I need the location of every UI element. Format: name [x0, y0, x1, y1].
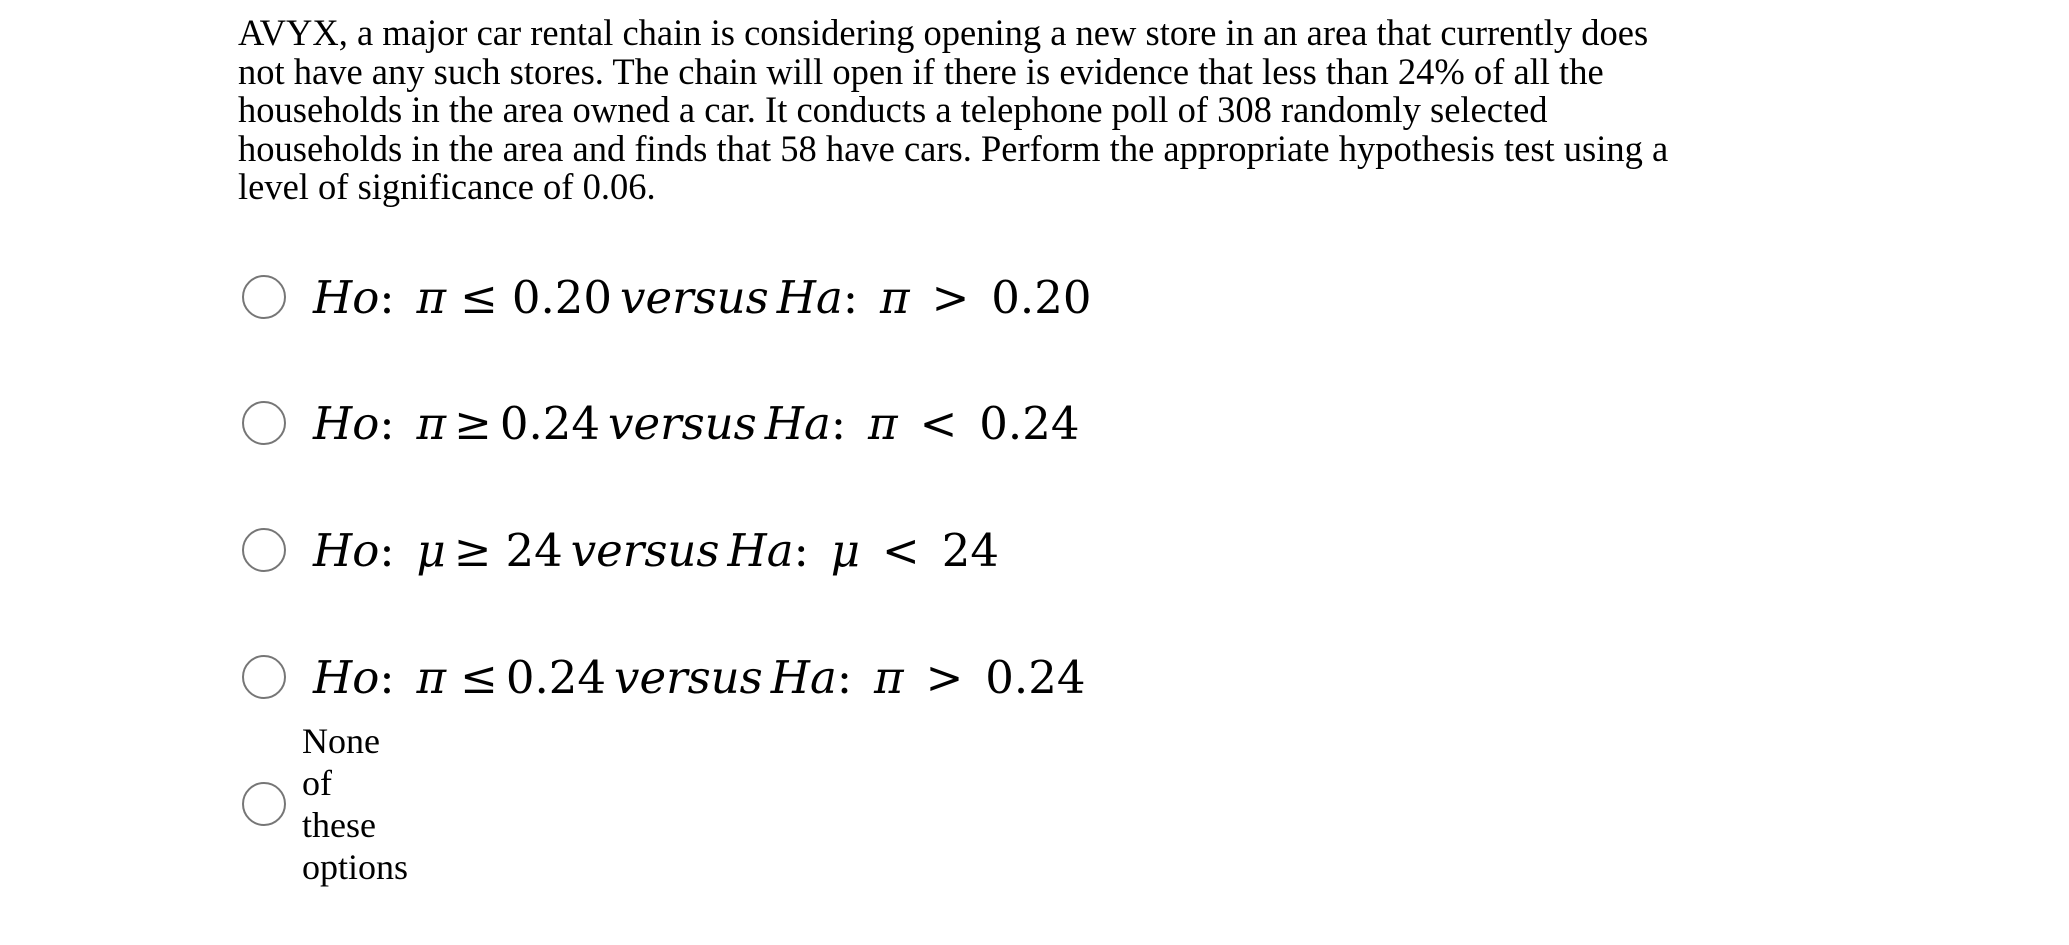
colon: :	[842, 270, 858, 324]
param: π	[416, 396, 447, 450]
ho-label: Ho	[313, 650, 380, 704]
value: 24	[505, 523, 563, 577]
colon: :	[830, 396, 846, 450]
relation: ≤	[460, 270, 498, 324]
param: π	[880, 270, 910, 324]
ho-label: Ho	[313, 270, 380, 324]
versus-text: versus	[570, 523, 720, 577]
option-3[interactable]	[242, 520, 999, 580]
relation: ≥	[454, 396, 492, 450]
relation: <	[919, 396, 958, 450]
relation: <	[881, 523, 920, 577]
colon: :	[379, 523, 395, 577]
colon: :	[836, 650, 852, 704]
option-1-formula	[313, 271, 1092, 324]
question-text: AVYX, a major car rental chain is considering opening a new store in an area that currently does not have any such stores. The chain will open if there is evidence that less than 24% of all the households in the area owned a car. It conducts a telephone poll of 308 randomly selected households in the area and finds that 58 have cars. Perform the appropriate hypothesis test using a level of significance of 0.06.	[238, 12, 1669, 207]
value: 0.24	[985, 650, 1086, 704]
radio-button[interactable]	[242, 528, 286, 572]
value: 0.24	[499, 396, 601, 450]
ho-label: Ho	[313, 523, 380, 577]
relation: >	[925, 650, 964, 704]
value: 24	[941, 523, 999, 577]
option-3-formula	[313, 524, 999, 577]
colon: :	[379, 270, 395, 324]
radio-button[interactable]	[242, 782, 286, 826]
ha-label: Ha	[764, 396, 831, 450]
param: μ	[830, 523, 860, 577]
radio-button[interactable]	[242, 401, 286, 445]
option-4[interactable]	[242, 647, 1086, 707]
option-2-formula	[313, 397, 1080, 450]
radio-button[interactable]	[242, 655, 286, 699]
ha-label: Ha	[770, 650, 837, 704]
param: π	[874, 650, 904, 704]
relation: ≤	[460, 650, 498, 704]
value: 0.20	[511, 270, 613, 324]
value: 0.24	[979, 396, 1080, 450]
ha-label: Ha	[776, 270, 843, 324]
relation: >	[931, 270, 970, 324]
colon: :	[379, 650, 395, 704]
option-4-formula	[313, 651, 1086, 704]
option-none[interactable]	[242, 721, 409, 887]
option-1[interactable]	[242, 267, 1092, 327]
param: π	[868, 396, 898, 450]
option-none-label: None of these options	[302, 721, 409, 887]
option-2[interactable]	[242, 393, 1080, 453]
colon: :	[379, 396, 395, 450]
versus-text: versus	[614, 650, 763, 704]
value: 0.24	[505, 650, 607, 704]
colon: :	[793, 523, 809, 577]
param: π	[416, 270, 447, 324]
ho-label: Ho	[313, 396, 380, 450]
ha-label: Ha	[727, 523, 794, 577]
versus-text: versus	[620, 270, 769, 324]
param: π	[416, 650, 447, 704]
value: 0.20	[991, 270, 1092, 324]
param: μ	[416, 523, 446, 577]
versus-text: versus	[608, 396, 757, 450]
relation: ≥	[453, 523, 492, 577]
radio-button[interactable]	[242, 275, 286, 319]
